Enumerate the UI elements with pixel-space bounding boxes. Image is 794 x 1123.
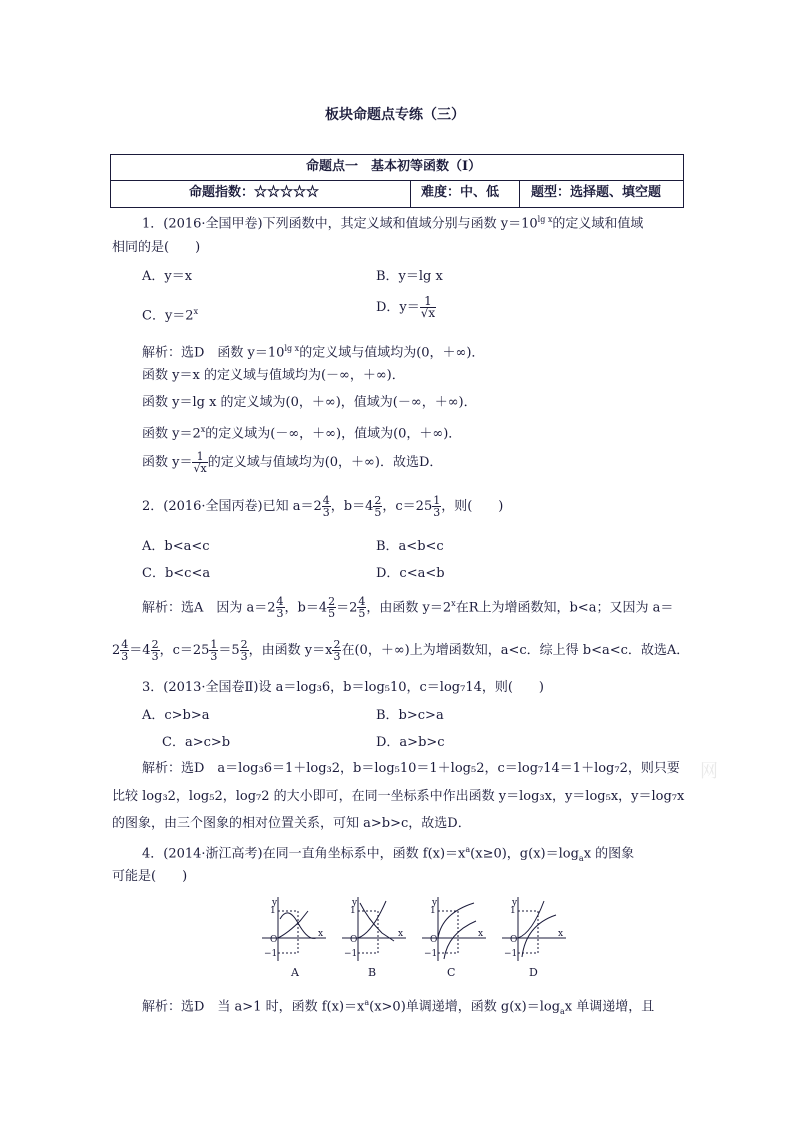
q3-option-b: B．b>c>a (376, 708, 444, 723)
q2-stem: 2．(2016·全国丙卷)已知 a＝2 $\frac{4}{3}$ ，b＝4 $\frac{2}{5}$ ，c＝25 $\frac{1}{3}$ ，则( ) (142, 494, 504, 519)
q3-solution-line1: 解析：选D a＝log₃6＝1＋log₃2，b＝log₅10＝1＋log₅2，c＝log₇14＝1＋log₇2，则只要 (142, 761, 680, 776)
q1-option-a: A．y＝x (142, 269, 193, 284)
q4-label-d: D (529, 966, 538, 979)
q2-option-d: D．c<a<b (376, 566, 445, 581)
q4-graph-b (338, 893, 408, 963)
q3-option-c: C．a>c>b (162, 735, 231, 750)
svg-text:1: 1 (430, 906, 436, 916)
q4-graph-a (258, 893, 328, 963)
q3-solution-line2: 比较 log₃2，log₅2，log₇2 的大小即可，在同一坐标系中作出函数 y＝log₃x，y＝log₅x，y＝log₇x (112, 789, 685, 804)
svg-text:−1: −1 (424, 949, 438, 959)
q1-option-d: D．y＝ $\frac{1}{√x}$ (376, 294, 436, 320)
q1-solution-line3: 函数 y＝lg x 的定义域为(0，＋∞)，值域为(－∞，＋∞)． (142, 395, 477, 410)
table-index: 命题指数：☆☆☆☆☆ (189, 185, 320, 200)
q1-stem-cont: 相同的是( ) (112, 240, 201, 255)
svg-text:x: x (398, 929, 404, 939)
svg-text:y: y (512, 898, 518, 908)
svg-text:y: y (432, 898, 438, 908)
q1-option-b: B．y＝lg x (376, 269, 443, 284)
svg-text:O: O (270, 935, 278, 945)
q4-label-a: A (291, 966, 299, 979)
q2-option-a: A．b<a<c (142, 539, 210, 554)
q2-option-b: B．a<b<c (376, 539, 444, 554)
q1-solution-line5: 函数 y＝ $\frac{1}{√x}$ 的定义域与值域均为(0，＋∞)．故选D． (142, 450, 443, 475)
q2-solution-line2: 2 $\frac{4}{3}$ ＝4 $\frac{2}{3}$ ，c＝25 $\frac{1}{3}$ ＝5 $\frac{2}{3}$ ，由函数 y＝x $\frac{2}{3}$ 在(0，＋∞)上为增函数知，a<c．综上得 b<a<c．故选A． (112, 638, 690, 663)
q3-stem: 3．(2013·全国卷Ⅱ)设 a＝log₃6，b＝log₅10，c＝log₇14，则( ) (142, 680, 545, 695)
svg-text:1: 1 (350, 906, 356, 916)
q4-graph-c (418, 893, 488, 963)
svg-text:1: 1 (510, 906, 516, 916)
svg-text:x: x (318, 929, 324, 939)
q4-label-c: C (447, 966, 456, 979)
table-header: 命题点一 基本初等函数（Ⅰ） (306, 159, 482, 174)
q4-graph-d (498, 893, 568, 963)
q1-option-c: C．$y=2^x$ (142, 307, 199, 324)
q1-solution-line1: 解析：选D 函数 $y=10^{lg x}$的定义域与值域均为(0，＋∞)． (142, 344, 485, 361)
q1-solution-line4: 函数 $y=2^x$的定义域为(－∞，＋∞)，值域为(0，＋∞)． (142, 425, 462, 442)
svg-text:−1: −1 (264, 949, 278, 959)
q4-label-b: B (368, 966, 377, 979)
table-type: 题型：选择题、填空题 (531, 185, 662, 200)
q2-solution-line1: 解析：选A 因为 a＝2 $\frac{4}{3}$ ，b＝4 $\frac{2}{5}$ ＝2 $\frac{4}{5}$ ，由函数 $y=2^x$在R上为增函数知，b<a；又因为 a＝ (142, 595, 674, 621)
svg-text:O: O (510, 935, 518, 945)
q2-option-c: C．b<c<a (142, 566, 211, 581)
page-title: 板块命题点专练（三） (325, 107, 465, 123)
svg-text:1: 1 (270, 906, 276, 916)
q3-option-a: A．c>b>a (142, 708, 210, 723)
svg-text:x: x (558, 929, 564, 939)
svg-text:O: O (430, 935, 438, 945)
q1-stem: 1．(2016·全国甲卷)下列函数中，其定义域和值域分别与函数 $y=10^{lg x}$的定义域和值域 (142, 215, 644, 232)
q4-solution: 解析：选D 当 a>1 时，函数 $f(x)=x^a(x>0)$单调递增，函数 $g(x)=\log_ax$ 单调递增，且 (142, 998, 655, 1016)
q4-stem: 4．(2014·浙江高考)在同一直角坐标系中，函数 $f(x)=x^a(x\ge 0)$，$g(x)=\log_ax$ 的图象 (142, 845, 635, 863)
q1-solution-line2: 函数 y＝x 的定义域与值域均为(－∞，＋∞)． (142, 368, 405, 383)
watermark: 网 (700, 761, 718, 782)
table-difficulty: 难度：中、低 (421, 185, 500, 200)
svg-text:−1: −1 (344, 949, 358, 959)
svg-text:y: y (352, 898, 358, 908)
svg-text:−1: −1 (504, 949, 518, 959)
svg-text:y: y (272, 898, 278, 908)
q3-solution-line3: 的图象，由三个图象的相对位置关系，可知 a>b>c，故选D． (112, 816, 471, 831)
svg-text:x: x (478, 929, 484, 939)
svg-text:O: O (350, 935, 358, 945)
q4-stem-cont: 可能是( ) (112, 869, 188, 884)
one-over-sqrt-x: $\frac{1}{√x}$ (420, 294, 436, 320)
q3-option-d: D．a>b>c (376, 735, 445, 750)
topic-table (110, 154, 684, 208)
